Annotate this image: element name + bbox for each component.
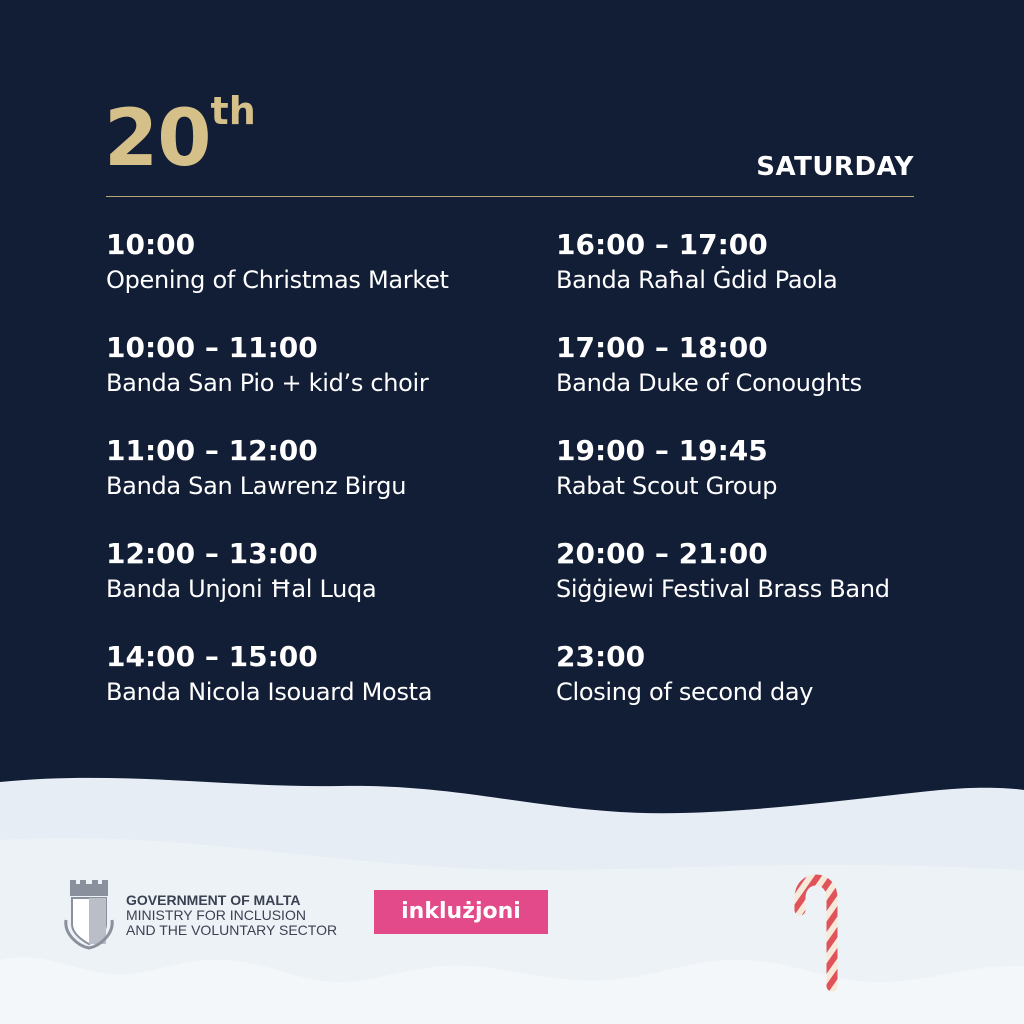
schedule-item [556, 640, 996, 743]
schedule-item [556, 537, 996, 640]
schedule-column-left [106, 228, 546, 743]
header-divider [106, 196, 914, 197]
weekday-label: SATURDAY [756, 152, 914, 182]
schedule-activity: Banda Duke of Conoughts [556, 369, 862, 397]
schedule-item [556, 331, 996, 434]
schedule-item [106, 640, 546, 743]
day-number-value: 20 [104, 94, 211, 184]
gov-line-1: GOVERNMENT OF MALTA [126, 891, 301, 908]
government-text [126, 893, 337, 938]
schedule-time: 12:00 – 13:00 [106, 537, 318, 570]
day-number [104, 89, 256, 184]
gov-line-3: AND THE VOLUNTARY SECTOR [126, 921, 338, 938]
schedule-activity: Rabat Scout Group [556, 472, 778, 500]
schedule-time: 10:00 – 11:00 [106, 331, 318, 364]
schedule-time: 10:00 [106, 228, 196, 261]
day-suffix: th [210, 89, 256, 133]
schedule-item [106, 537, 546, 640]
schedule-time: 14:00 – 15:00 [106, 640, 318, 673]
schedule-time: 11:00 – 12:00 [106, 434, 318, 467]
schedule-activity: Banda San Lawrenz Birgu [106, 472, 407, 500]
schedule-time: 23:00 [556, 640, 646, 673]
schedule-time: 20:00 – 21:00 [556, 537, 768, 570]
schedule-time: 19:00 – 19:45 [556, 434, 768, 467]
schedule-item [106, 331, 546, 434]
inkluzjoni-badge: inklużjoni [374, 890, 548, 934]
malta-crest-icon [62, 880, 116, 950]
schedule-item [106, 434, 546, 537]
schedule-activity: Banda Raħal Ġdid Paola [556, 266, 838, 294]
schedule-activity: Closing of second day [556, 678, 814, 706]
schedule-item [106, 228, 546, 331]
schedule-item [556, 228, 996, 331]
candy-cane-icon [788, 872, 844, 992]
schedule-column-right [556, 228, 996, 743]
schedule-time: 17:00 – 18:00 [556, 331, 768, 364]
schedule-activity: Opening of Christmas Market [106, 266, 449, 294]
schedule-activity: Banda Nicola Isouard Mosta [106, 678, 433, 706]
government-logo [62, 880, 337, 950]
schedule-activity: Banda Unjoni Ħal Luqa [106, 575, 377, 603]
schedule-time: 16:00 – 17:00 [556, 228, 768, 261]
schedule-activity: Siġġiewi Festival Brass Band [556, 575, 890, 603]
schedule-item [556, 434, 996, 537]
gov-line-2: MINISTRY FOR INCLUSION [126, 906, 306, 923]
schedule-activity: Banda San Pio + kid’s choir [106, 369, 429, 397]
